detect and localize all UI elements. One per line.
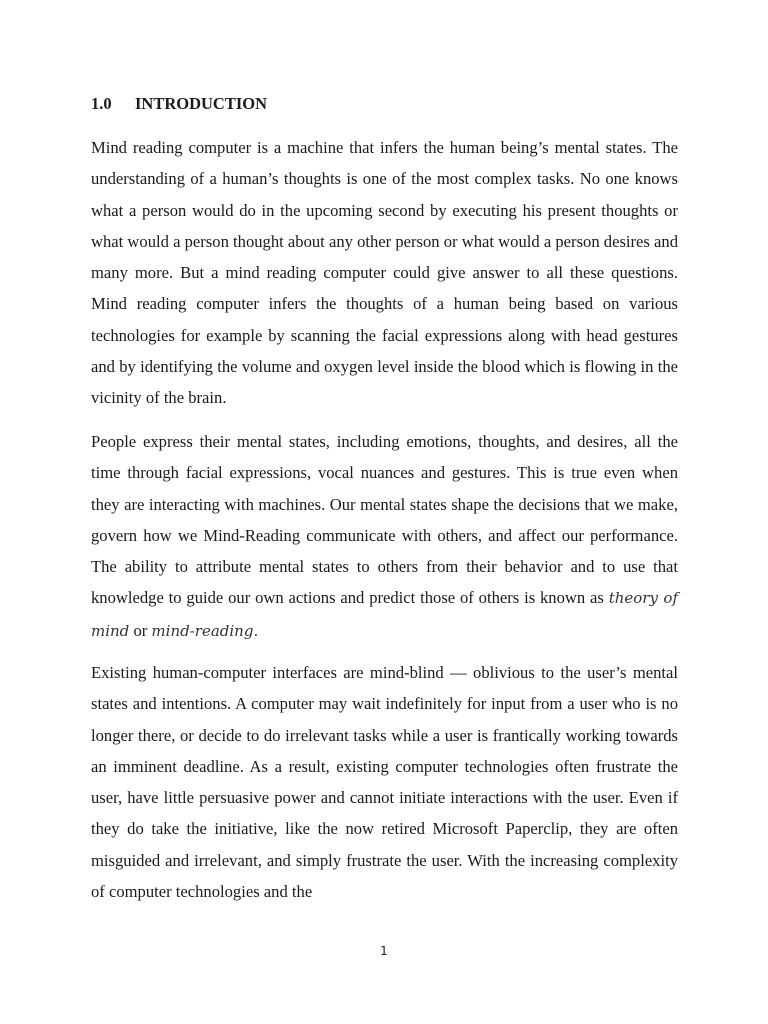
section-title: INTRODUCTION: [135, 94, 268, 113]
section-heading: [91, 93, 267, 115]
paragraph-mental-states-text: People express their mental states, including emotions, thoughts, and desires, all the time through facial expressions, vocal nuances and gestures. This is true even when they are interacting with machines. Our mental states shape the decisions that we make, govern how we Mind-Reading communicate with others, and affect our performance. The ability to attribute mental states to others from their behavior and to use that knowledge to guide our own actions and predict those of others is known as: [91, 432, 678, 608]
paragraph-mental-states: [91, 426, 678, 647]
term-theory-of-mind: theory of mind: [91, 589, 678, 640]
conjunction-or: or: [129, 620, 152, 640]
term-period: .: [253, 621, 259, 640]
page-number: 1: [380, 944, 388, 958]
paragraph-intro: Mind reading computer is a machine that infers the human being’s mental states. The understanding of a human’s thoughts is one of the most complex tasks. No one knows what a person would do in the upcoming second by executing his present thoughts or what would a person thought about any other person or what would a person desires and many more. But a mind reading computer could give answer to all these questions. Mind reading computer infers the thoughts of a human being based on various technologies for example by scanning the facial expressions along with head gestures and by identifying the volume and oxygen level inside the blood which is flowing in the vicinity of the brain.: [91, 138, 678, 408]
section-number: 1.0: [91, 94, 112, 113]
paragraph-mind-blind: Existing human-computer interfaces are mind-blind — oblivious to the user’s mental states and intentions. A computer may wait indefinitely for input from a user who is no longer there, or decide to do irrelevant tasks while a user is frantically working towards an imminent deadline. As a result, existing computer technologies often frustrate the user, have little persuasive power and cannot initiate interactions with the user. Even if they do take the initiative, like the now retired Microsoft Paperclip, they are often misguided and irrelevant, and simply frustrate the user. With the increasing complexity of computer technologies and the: [91, 663, 678, 902]
term-mind-reading: mind-reading: [151, 621, 254, 640]
